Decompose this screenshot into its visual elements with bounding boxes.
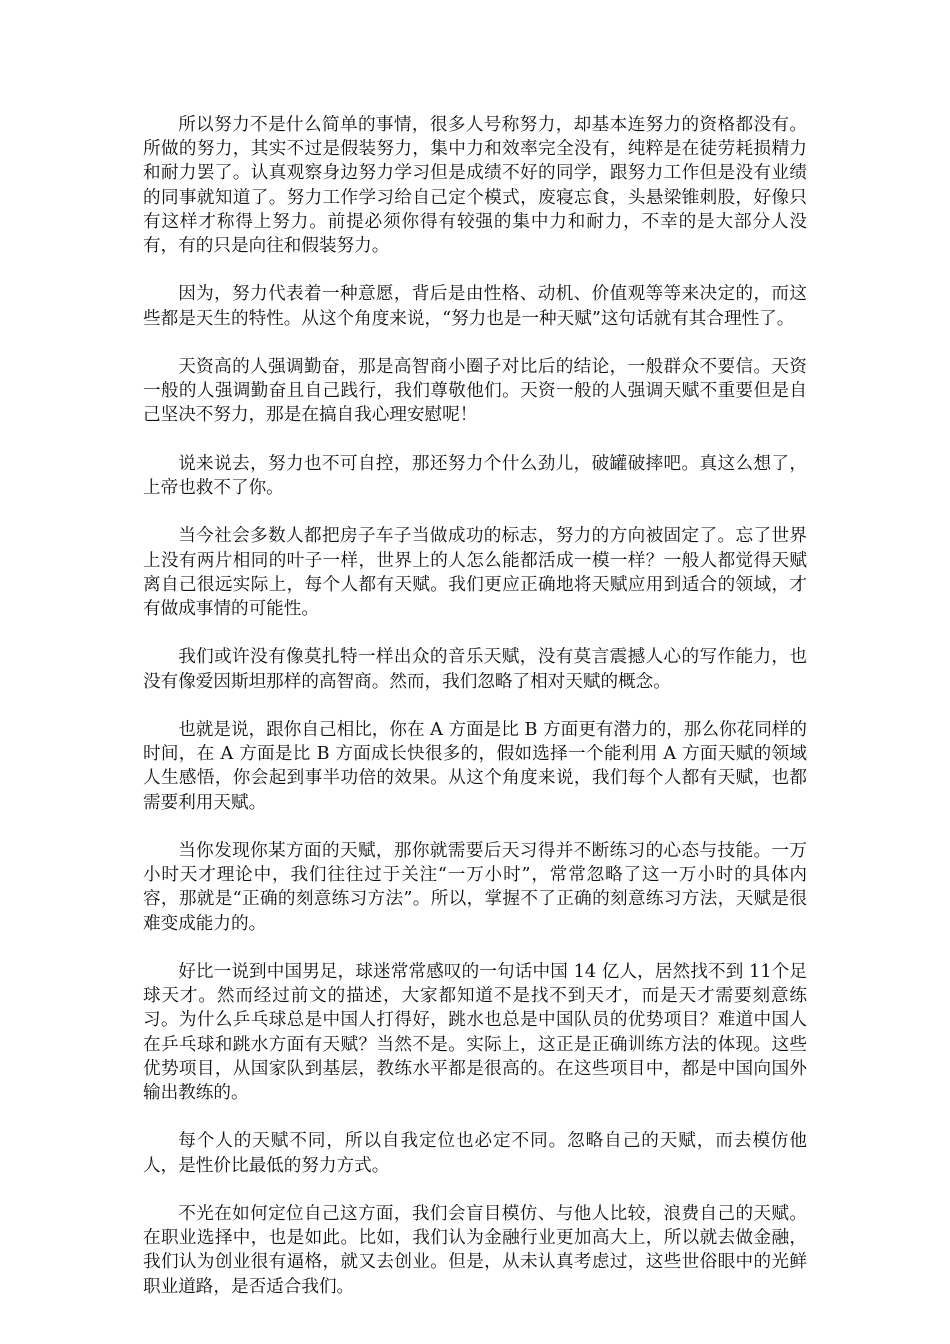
paragraph-1: 所以努力不是什么简单的事情，很多人号称努力，却基本连努力的资格都没有。所做的努力，其实不过是假装努力，集中力和效率完全没有，纯粹是在徒劳耗损精力和耐力罢了。认真观察身边努力学习但是成绩不好的同学，跟努力工作但是没有业绩的同事就知道了。努力工作学习给自己定个模式，废寝忘食，头悬梁锥刺股，好像只有这样才称得上努力。前提必须你得有较强的集中力和耐力，不幸的是大部分人没有，有的只是向往和假装努力。 bbox=[143, 115, 807, 257]
paragraph-10: 每个人的天赋不同，所以自我定位也必定不同。忽略自己的天赋，而去模仿他人，是性价比最低的努力方式。 bbox=[143, 1131, 807, 1176]
paragraph-4: 说来说去，努力也不可自控，那还努力个什么劲儿，破罐破摔吧。真这么想了，上帝也救不了你。 bbox=[143, 453, 807, 498]
paragraph-7: 也就是说，跟你自己相比，你在 A 方面是比 B 方面更有潜力的，那么你花同样的时间，在 A 方面是比 B 方面成长快很多的，假如选择一个能利用 A 方面天赋的领域人生感悟，你会起到事半功倍的效果。从这个角度来说，我们每个人都有天赋，也都需要利用天赋。 bbox=[143, 719, 807, 813]
document-body bbox=[143, 113, 807, 1299]
paragraph-5: 当今社会多数人都把房子车子当做成功的标志，努力的方向被固定了。忘了世界上没有两片相同的叶子一样，世界上的人怎么能都活成一模一样？一般人都觉得天赋离自己很远实际上，每个人都有天赋。我们更应正确地将天赋应用到适合的领域，才有做成事情的可能性。 bbox=[143, 526, 807, 619]
paragraph-6: 我们或许没有像莫扎特一样出众的音乐天赋，没有莫言震撼人心的写作能力，也没有像爱因斯坦那样的高智商。然而，我们忽略了相对天赋的概念。 bbox=[143, 647, 807, 692]
paragraph-11: 不光在如何定位自己这方面，我们会盲目模仿、与他人比较，浪费自己的天赋。在职业选择中，也是如此。比如，我们认为金融行业更加高大上，所以就去做金融，我们认为创业很有逼格，就又去创业。但是，从未认真考虑过，这些世俗眼中的光鲜职业道路，是否适合我们。 bbox=[143, 1203, 807, 1297]
paragraph-2: 因为，努力代表着一种意愿，背后是由性格、动机、价值观等等来决定的，而这些都是天生的特性。从这个角度来说，“努力也是一种天赋”这句话就有其合理性了。 bbox=[143, 284, 807, 329]
paragraph-8: 当你发现你某方面的天赋，那你就需要后天习得并不断练习的心态与技能。一万小时天才理论中，我们往往过于关注“一万小时”，常常忽略了这一万小时的具体内容，那就是“正确的刻意练习方法”。所以，掌握不了正确的刻意练习方法，天赋是很难变成能力的。 bbox=[143, 840, 807, 934]
paragraph-9: 好比一说到中国男足，球迷常常感叹的一句话中国 14 亿人，居然找不到 11个足球天才。然而经过前文的描述，大家都知道不是找不到天才，而是天才需要刻意练习。为什么乒乓球总是中国人打得好，跳水也总是中国队员的优势项目？难道中国人在乒乓球和跳水方面有天赋？当然不是。实际上，这正是正确训练方法的体现。这些优势项目，从国家队到基层，教练水平都是很高的。在这些项目中，都是中国向国外输出教练的。 bbox=[143, 961, 807, 1103]
paragraph-3: 天资高的人强调勤奋，那是高智商小圈子对比后的结论，一般群众不要信。天资一般的人强调勤奋且自己践行，我们尊敬他们。天资一般的人强调天赋不重要但是自己坚决不努力，那是在搞自我心理安慰呢！ bbox=[143, 357, 807, 426]
